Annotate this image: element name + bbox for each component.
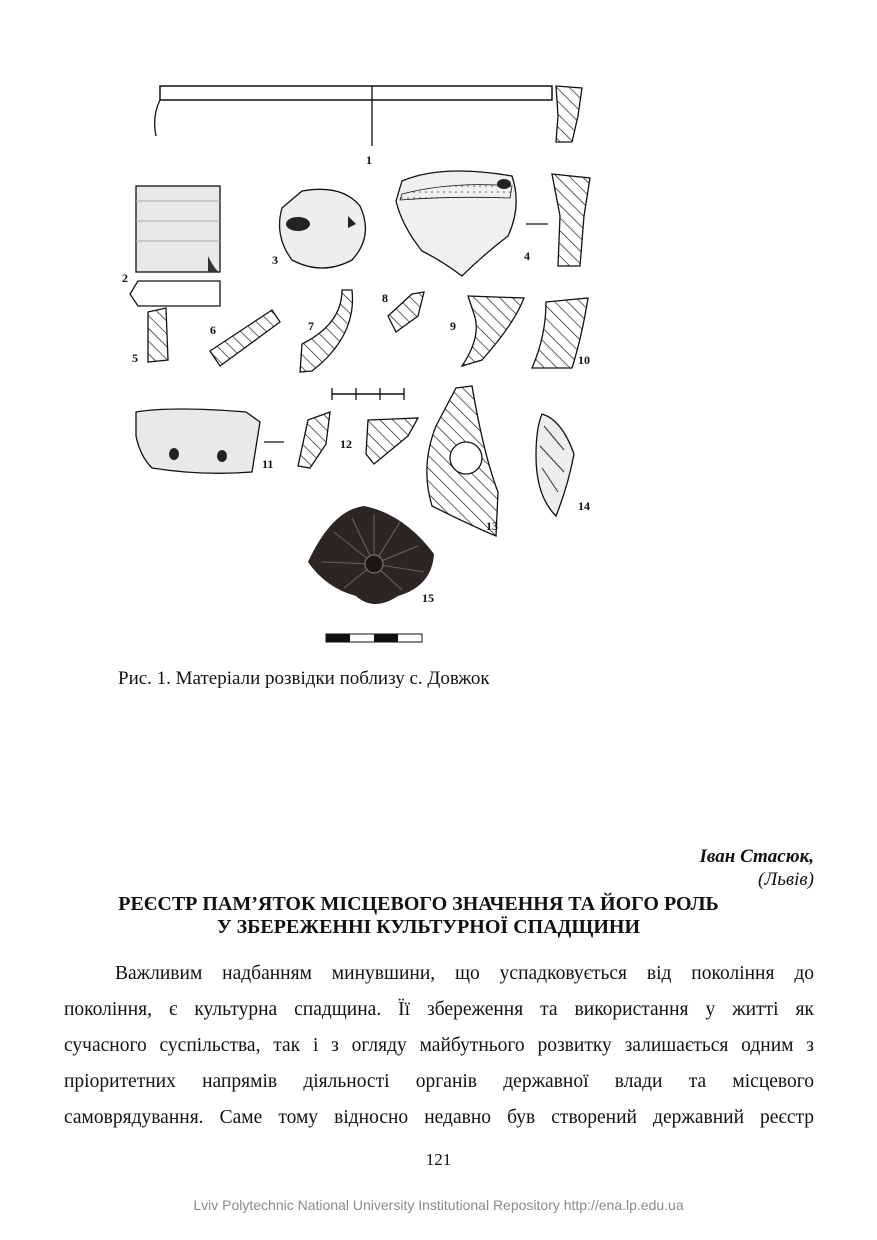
fragment-5 (132, 308, 168, 365)
figure-label-1: 1 (366, 153, 372, 167)
fragment-12 (340, 418, 418, 464)
figure-label-9: 9 (450, 319, 456, 333)
figure-label-14: 14 (578, 499, 590, 513)
figure-caption: Рис. 1. Матеріали розвідки поблизу с. Довжок (118, 668, 490, 689)
figure-label-12: 12 (340, 437, 352, 451)
body-text-line: самоврядування. Саме тому відносно недавно був створений державний реєстр (64, 1107, 814, 1128)
figure-label-5: 5 (132, 351, 138, 365)
fragment-9 (450, 296, 524, 366)
scale-bar-large (326, 634, 422, 642)
fragment-6 (210, 310, 280, 366)
figure-label-3: 3 (272, 253, 278, 267)
figure-label-10: 10 (578, 353, 590, 367)
repository-footer: Lviv Polytechnic National University Institutional Repository http://ena.lp.edu.ua (193, 1197, 684, 1213)
fragment-15 (308, 506, 434, 605)
author-name: Іван Стасюк, (699, 846, 814, 867)
figure-label-8: 8 (382, 291, 388, 305)
figure-label-11: 11 (262, 457, 274, 471)
fragment-11 (136, 409, 330, 473)
page-number: 121 (425, 1150, 452, 1169)
figure-label-13: 13 (486, 519, 498, 533)
article-title-line-2: У ЗБЕРЕЖЕННІ КУЛЬТУРНОЇ СПАДЩИНИ (216, 916, 641, 938)
figure-label-7: 7 (308, 319, 314, 333)
body-text-line: Важливим надбанням минувшини, що успадковується від покоління до (115, 963, 814, 984)
figure-label-2: 2 (122, 271, 128, 285)
fragment-14 (536, 414, 590, 516)
fragment-2 (122, 186, 220, 306)
archaeological-figure (112, 76, 612, 656)
body-text-line: сучасного суспільства, так і з огляду майбутнього розвитку залишається одним з (64, 1035, 814, 1056)
scale-bar-small (332, 388, 404, 400)
fragment-3 (272, 189, 365, 268)
fragment-4 (396, 171, 590, 276)
fragment-7 (300, 290, 353, 372)
figure-label-6: 6 (210, 323, 216, 337)
article-title-line-1: РЕЄСТР ПАМ’ЯТОК МІСЦЕВОГО ЗНАЧЕННЯ ТА ЙОГО РОЛЬ (118, 893, 719, 915)
fragment-10 (532, 298, 590, 368)
body-text-line: покоління, є культурна спадщина. Її збереження та використання у житті як (64, 999, 814, 1020)
fragment-8 (382, 291, 424, 332)
figure-label-15: 15 (422, 591, 434, 605)
author-city: (Львів) (758, 869, 814, 890)
fragment-1 (155, 86, 582, 167)
body-text-line: пріоритетних напрямів діяльності органів державної влади та місцевого (64, 1071, 814, 1092)
figure-label-4: 4 (524, 249, 530, 263)
fragment-13 (427, 386, 498, 536)
